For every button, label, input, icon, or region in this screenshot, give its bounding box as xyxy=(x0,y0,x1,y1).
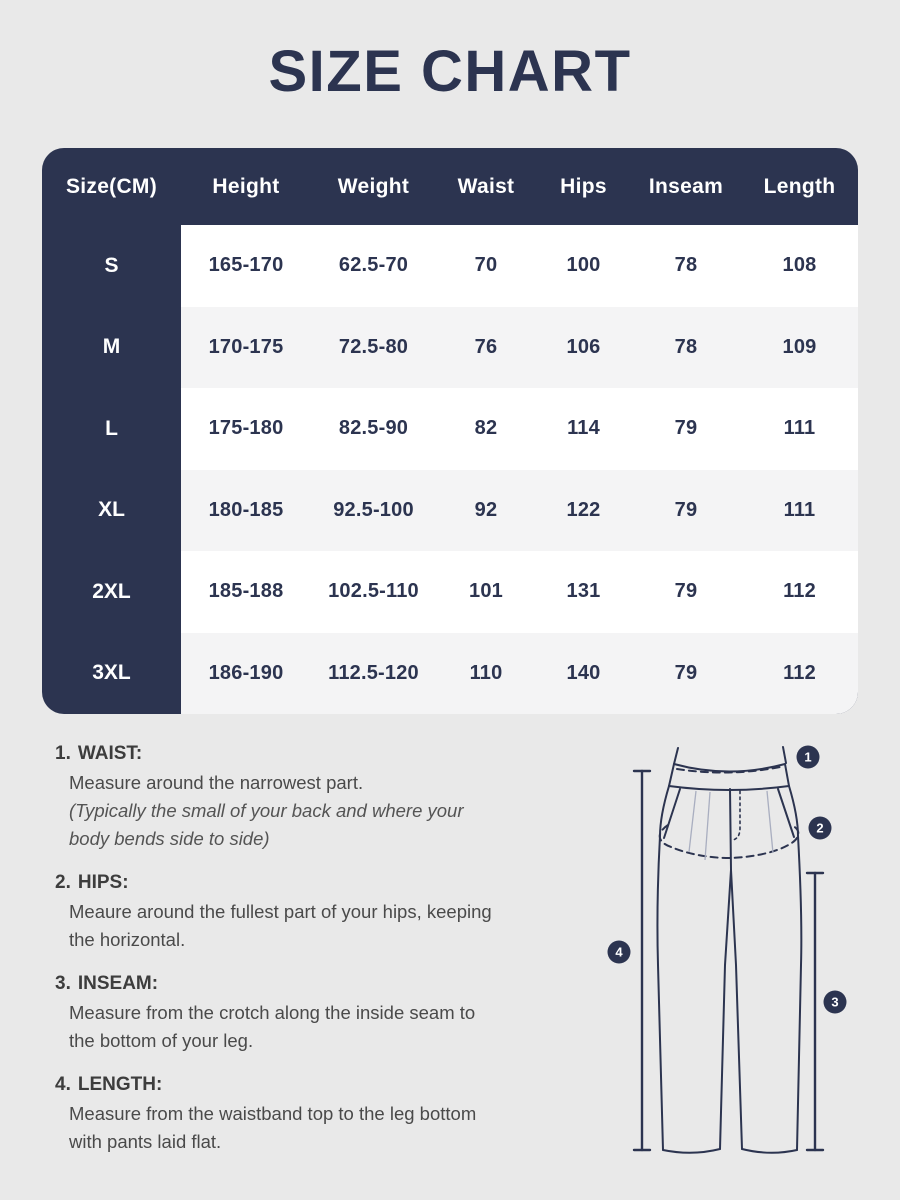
instruction-number: 2. xyxy=(55,872,71,893)
instruction-number: 3. xyxy=(55,973,71,994)
svg-text:4: 4 xyxy=(615,944,623,960)
marker-inseam-badge xyxy=(824,991,847,1014)
table-cell-height: 186-190 xyxy=(181,633,311,715)
size-label-cell: 3XL xyxy=(92,661,131,685)
instruction-body xyxy=(55,898,570,954)
size-table xyxy=(42,148,858,714)
size-label-cell: M xyxy=(102,335,121,359)
instruction-label: HIPS: xyxy=(77,872,129,893)
instruction-line: the horizontal. xyxy=(69,929,186,950)
table-cell-hips: 114 xyxy=(536,388,631,470)
table-cell-hips: 131 xyxy=(536,551,631,633)
marker-waist-badge xyxy=(797,746,820,769)
table-cell-inseam: 78 xyxy=(631,225,741,307)
instruction-label: WAIST: xyxy=(77,743,143,764)
instruction-line: body bends side to side) xyxy=(69,828,270,849)
table-cell-inseam: 78 xyxy=(631,307,741,389)
table-cell-waist: 70 xyxy=(436,225,536,307)
table-cell-waist: 82 xyxy=(436,388,536,470)
instruction-heading xyxy=(55,869,570,896)
table-cell-weight: 102.5-110 xyxy=(311,551,436,633)
table-cell-weight: 72.5-80 xyxy=(311,307,436,389)
hips-dashed-line xyxy=(660,825,799,858)
column-header: Size(CM) xyxy=(65,174,158,198)
instruction-line: Measure around the narrowest part. xyxy=(69,772,364,793)
pants-measurement-diagram xyxy=(600,735,900,1165)
table-cell-waist: 110 xyxy=(436,633,536,715)
instruction-body xyxy=(55,1100,570,1156)
table-cell-waist: 76 xyxy=(436,307,536,389)
instruction-hips xyxy=(55,869,570,954)
table-cell-length: 112 xyxy=(741,633,858,715)
instruction-heading xyxy=(55,970,570,997)
table-cell-length: 108 xyxy=(741,225,858,307)
instruction-inseam xyxy=(55,970,570,1055)
column-header: Waist xyxy=(457,174,515,198)
instruction-label: LENGTH: xyxy=(77,1074,163,1095)
table-cell-hips: 122 xyxy=(536,470,631,552)
inseam-ruler-line xyxy=(807,873,823,1150)
size-label-cell: XL xyxy=(98,498,125,522)
table-cell-waist: 92 xyxy=(436,470,536,552)
table-cell-height: 165-170 xyxy=(181,225,311,307)
instruction-line: the bottom of your leg. xyxy=(69,1030,254,1051)
instruction-line: Measure from the waistband top to the leg bottom xyxy=(69,1103,477,1124)
page-title: SIZE CHART xyxy=(268,39,632,104)
table-cell-length: 109 xyxy=(741,307,858,389)
pants-outline-icon xyxy=(657,747,801,1153)
instruction-heading xyxy=(55,1071,570,1098)
table-cell-hips: 140 xyxy=(536,633,631,715)
column-header: Hips xyxy=(560,174,607,198)
instruction-length xyxy=(55,1071,570,1156)
table-cell-height: 170-175 xyxy=(181,307,311,389)
instruction-label: INSEAM: xyxy=(77,973,159,994)
instruction-number: 1. xyxy=(55,743,71,764)
size-label-cell: L xyxy=(105,416,118,440)
instruction-line: Meaure around the fullest part of your hips, keeping xyxy=(69,901,492,922)
length-ruler-line xyxy=(634,771,650,1150)
instruction-body xyxy=(55,999,570,1055)
table-cell-weight: 92.5-100 xyxy=(311,470,436,552)
table-cell-inseam: 79 xyxy=(631,470,741,552)
size-label-cell: 2XL xyxy=(92,579,131,603)
instruction-line: with pants laid flat. xyxy=(69,1131,222,1152)
column-header: Inseam xyxy=(648,174,724,198)
instruction-heading xyxy=(55,740,570,767)
marker-length-badge xyxy=(608,941,631,964)
table-cell-weight: 62.5-70 xyxy=(311,225,436,307)
svg-text:3: 3 xyxy=(831,994,839,1010)
table-cell-hips: 106 xyxy=(536,307,631,389)
table-cell-weight: 82.5-90 xyxy=(311,388,436,470)
measurement-instructions xyxy=(55,740,570,1172)
size-label-cell: S xyxy=(104,253,119,277)
instruction-line: Measure from the crotch along the inside seam to xyxy=(69,1002,476,1023)
svg-text:2: 2 xyxy=(816,820,824,836)
instruction-number: 4. xyxy=(55,1074,71,1095)
table-cell-length: 111 xyxy=(741,388,858,470)
table-cell-length: 112 xyxy=(741,551,858,633)
column-header: Weight xyxy=(337,174,410,198)
svg-text:1: 1 xyxy=(804,749,812,765)
table-cell-hips: 100 xyxy=(536,225,631,307)
table-cell-height: 180-185 xyxy=(181,470,311,552)
table-cell-waist: 101 xyxy=(436,551,536,633)
column-header: Height xyxy=(212,174,280,198)
instruction-waist xyxy=(55,740,570,853)
table-cell-inseam: 79 xyxy=(631,633,741,715)
instruction-body xyxy=(55,769,570,853)
fly-stitch-line xyxy=(733,791,740,840)
column-header: Length xyxy=(763,174,836,198)
table-cell-inseam: 79 xyxy=(631,388,741,470)
table-cell-length: 111 xyxy=(741,470,858,552)
instruction-line: (Typically the small of your back and where your xyxy=(69,800,464,821)
table-cell-height: 185-188 xyxy=(181,551,311,633)
marker-hips-badge xyxy=(809,817,832,840)
table-cell-height: 175-180 xyxy=(181,388,311,470)
table-cell-inseam: 79 xyxy=(631,551,741,633)
table-cell-weight: 112.5-120 xyxy=(311,633,436,715)
